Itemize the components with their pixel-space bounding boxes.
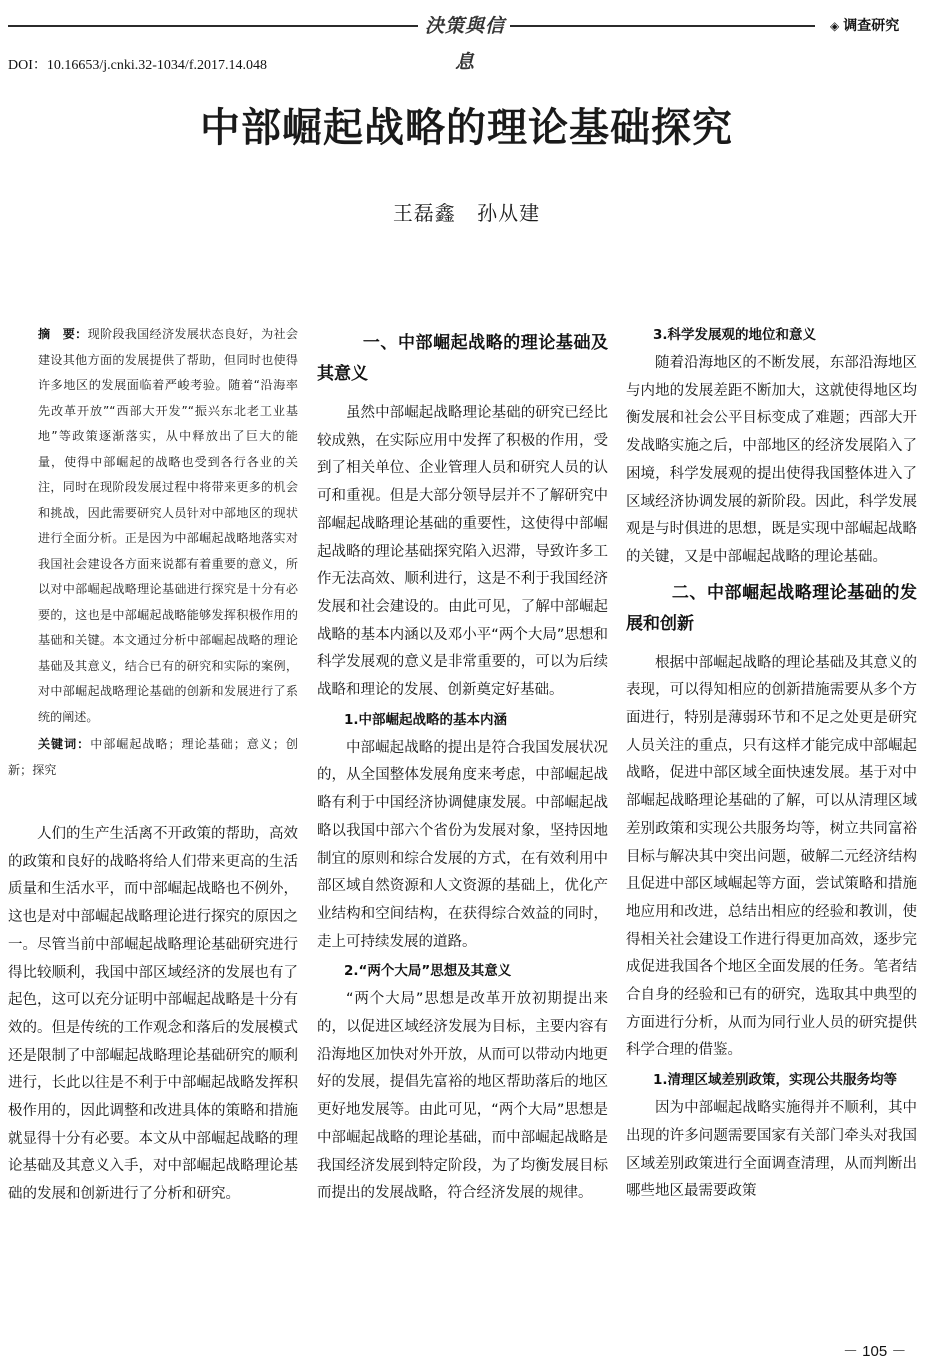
abstract-label: 摘 要：	[38, 327, 88, 341]
keywords-text: 中部崛起战略；理论基础；意义；创新；探究	[8, 737, 298, 777]
article-title: 中部崛起战略的理论基础探究	[200, 104, 733, 151]
subheading-1-1: 1.中部崛起战略的基本内涵	[344, 711, 508, 728]
subsection-1-2-paragraph: “两个大局”思想是改革开放初期提出来的，以促进区域经济发展为目标，主要内容有沿海地区加快对外开放，从而可以带动内地更好的发展，提倡先富裕的地区帮助落后的地区更好地发展等。由此可见，“两个大局”思想是中部崛起战略的理论基础，而中部崛起战略是我国经济发展到特定阶段，为了均衡发展目标而提出的发展战略，符合经济发展的规律。	[317, 991, 608, 1202]
header-rule-right	[510, 25, 815, 27]
subsection-1-3-paragraph: 随着沿海地区的不断发展，东部沿海地区与内地的发展差距不断加大，这就使得地区均衡发展和社会公平目标变成了难题；西部大开发战略实施之后，中部地区的经济发展陷入了困境，科学发展观的提出使得我国整体进入了区域经济协调发展的新阶段。因此，科学发展观是与时俱进的思想，既是实现中部崛起战略的关键，又是中部崛起战略的理论基础。	[626, 355, 917, 565]
section1-paragraph: 虽然中部崛起战略理论基础的研究已经比较成熟，在实际应用中发挥了积极的作用，受到了相关单位、企业管理人员和研究人员的认可和重视。但是大部分领导层并不了解研究中部崛起战略理论基础的重要性，这使得中部崛起战略的理论基础探究陷入迟滞，导致许多工作无法高效、顺利进行，这是不利于我国经济发展和社会建设的。由此可见，了解中部崛起战略的基本内涵以及邓小平“两个大局”思想和科学发展观的意义是非常重要的，可以为后续战略和理论的发展、创新奠定好基础。	[317, 405, 608, 699]
subheading-1-2: 2.“两个大局”思想及其意义	[344, 963, 512, 980]
section-tag	[830, 15, 899, 37]
diamond-icon: ◈	[830, 19, 840, 33]
abstract	[8, 322, 298, 730]
section-tag-label: 调查研究	[843, 18, 900, 34]
keywords-label: 关键词：	[38, 737, 91, 751]
subheading-1-3: 3.科学发展观的地位和意义	[653, 327, 817, 343]
authors: 王磊鑫 孙从建	[392, 201, 541, 225]
doi: DOI：10.16653/j.cnki.32-1034/f.2017.14.048	[8, 58, 267, 73]
column-right	[626, 322, 917, 1206]
column-middle	[317, 322, 608, 1208]
subsection-2-1-paragraph: 因为中部崛起战略实施得并不顺利，其中出现的许多问题需要国家有关部门牵头对我国区域差别政策进行全面调查清理，从而判断出哪些地区最需要政策	[626, 1100, 917, 1200]
page-number: － 105 －	[843, 1343, 907, 1360]
abstract-text: 现阶段我国经济发展状态良好，为社会建设其他方面的发展提供了帮助，但同时也使得许多地区的发展面临着严峻考验。随着“沿海率先改革开放”“西部大开发”“振兴东北老工业基地”等政策逐渐落实，从中释放出了巨大的能量，使得中部崛起的战略也受到各行各业的关注，同时在现阶段发展过程中将带来更多的机会和挑战，因此需要研究人员针对中部地区的现状进行全面分析。正是因为中部崛起战略地落实对我国社会建设各方面来说都有着重要的意义，所以对中部崛起战略理论基础进行探究是十分有必要的，这也是中部崛起战略能够发挥积极作用的基础和关键。本文通过分析中部崛起战略的理论基础及其意义，结合已有的研究和实际的案例，对中部崛起战略理论基础的创新和发展进行了系统的阐述。	[38, 327, 298, 724]
journal-logo: 決策與信息	[425, 15, 506, 73]
intro-paragraph: 人们的生产生活离不开政策的帮助，高效的政策和良好的战略将给人们带来更高的生活质量和生活水平，而中部崛起战略也不例外，这也是对中部崛起战略理论进行探究的原因之一。尽管当前中部崛起战略理论基础研究进行得比较顺利，我国中部区域经济的发展也有了起色，这可以充分证明中部崛起战略是十分有效的。但是传统的工作观念和落后的发展模式还是限制了中部崛起战略理论基础研究的顺利进行，长此以往是不利于中部崛起战略发挥积极作用的，因此调整和改进具体的策略和措施就显得十分有必要。本文从中部崛起战略的理论基础及其意义入手，对中部崛起战略理论基础的发展和创新进行了分析和研究。	[8, 826, 298, 1203]
section2-paragraph: 根据中部崛起战略的理论基础及其意义的表现，可以得知相应的创新措施需要从多个方面进行，特别是薄弱环节和不足之处更是研究人员关注的重点，只有这样才能完成中部崛起战略，促进中部区域全面快速发展。基于对中部崛起战略理论基础的了解，可以从清理区域差别政策和实现公共服务均等，树立共同富裕目标与解决其中突出问题，破解二元经济结构且促进中部区域崛起等方面，尝试策略和措施地应用和改进，总结出相应的经验和教训，使得相关社会建设工作进行得更加高效，逐步完成促进我国各个地区全面发展的任务。笔者结合自身的经验和已有的研究，选取其中典型的方面进行分析，从而为同行业人员的研究提供科学合理的借鉴。	[626, 654, 917, 1059]
header-rule-left	[8, 25, 418, 27]
subheading-2-1: 1.清理区域差别政策，实现公共服务均等	[653, 1072, 898, 1089]
section-heading-1: 一、中部崛起战略的理论基础及其意义	[317, 333, 608, 384]
subsection-1-1-paragraph: 中部崛起战略的提出是符合我国发展状况的，从全国整体发展角度来考虑，中部崛起战略有利于中国经济协调健康发展。中部崛起战略以我国中部六个省份为发展对象，坚持因地制宜的原则和综合发展的方式，在有效利用中部区域自然资源和人文资源的基础上，优化产业结构和空间结构，在获得综合效益的同时，走上可持续发展的道路。	[317, 739, 608, 950]
section-heading-2: 二、中部崛起战略理论基础的发展和创新	[626, 582, 917, 634]
keywords	[8, 732, 298, 783]
column-left	[8, 322, 298, 1209]
